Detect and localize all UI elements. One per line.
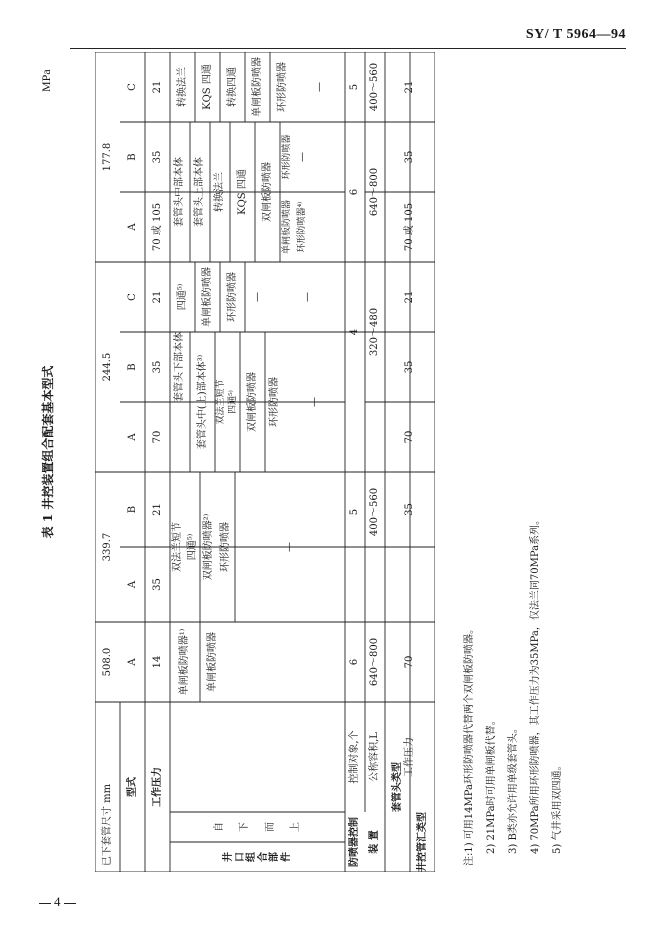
casing-size-unit: mm [101,783,113,803]
component-cell: 环形防喷器 [269,377,281,427]
page-number [36,894,79,910]
manifold-pressure-cell: 21 [404,290,416,304]
component-cell: 单闸板防喷器 [206,632,218,692]
casing-size-label: 已下套管尺寸 [101,806,113,866]
ctrl-volume-cell: 320～480 [369,307,381,357]
component-cell: 单闸板防喷器¹⁾ [179,628,191,696]
size-508: 508.0 [101,647,113,677]
manifold-pressure-cell: 35 [404,360,416,374]
component-cell: 四通⁵⁾ [176,283,188,311]
size-244: 244.5 [101,352,113,382]
component-cell: 环形防喷器 [226,272,238,322]
order-char: 而 [264,822,276,832]
manifold-pressure-cell: 70 或 105 [404,202,416,252]
component-cell: KQS 四通 [201,64,213,110]
manifold-pressure-label: 工作压力 [404,737,416,777]
pressure-cell: 21 [151,503,163,516]
pressure-cell: 14 [151,655,163,669]
side-char: 合 [257,852,269,862]
ctrl-volume-cell: 400～560 [369,62,381,112]
ctrl-volume-cell: 400～560 [369,487,381,537]
ctrl-objects-cell: 5 [349,508,361,516]
header-casing-size [95,702,120,872]
standard-number: SY/ T 5964—94 [525,27,626,42]
component-cell: 转换四通 [226,67,238,107]
pressure-cell: 70 [151,430,163,444]
footnote: 5) 气井采用双四通。 [552,760,563,854]
ctrl-volume-cell: 640～800 [369,167,381,217]
side-char: 部 [269,852,280,862]
order-char: 下 [239,822,250,832]
side-char: 件 [280,852,292,862]
component-cell: 环形防喷器 [282,134,293,180]
ctrl-volume-label: 公称容积,L [369,732,381,782]
footnote: 4) 70MPa所用环形防喷器，其工作压力为35MPa，仅法兰同70MPa系列。 [530,514,541,854]
component-cell: — [314,82,326,92]
component-cell: 双法兰短节 [215,379,226,425]
ctrl-label: 防喷器控制 [349,817,361,867]
ctrl-volume-cell: 640～800 [369,637,381,687]
pressure-cell: 21 [151,290,163,304]
side-char: 组 [246,852,257,862]
side-char: 口 [234,852,246,862]
side-char: 井 [223,852,234,862]
component-cell: — [296,152,308,162]
component-cell: 转换法兰 [176,67,188,107]
ctrl-objects-cell: 6 [349,658,361,666]
component-cell: 单闸板防喷器 [201,267,213,327]
ctrl-label: 装 置 [369,830,381,854]
type-cell: C [126,293,138,301]
header-rule [70,48,626,49]
table-unit: MPa [39,69,53,92]
pressure-cell: 70 或 105 [151,202,163,252]
component-cell: 套管头中(上)部本体³⁾ [196,354,208,450]
type-cell: A [126,223,138,231]
type-cell: A [126,580,138,589]
type-cell: B [126,505,138,514]
pressure-cell: 21 [151,80,163,94]
type-cell: B [126,153,138,161]
head-type-label: 套管头类型 [391,762,403,812]
footnote: 2) 21MPa时可用单闸板代替。 [486,715,497,854]
pressure-cell: 35 [151,360,163,374]
table-caption: 表 1 井控装置组合配套基本型式 [41,365,55,539]
component-cell: 单闸板防喷器 [251,57,263,117]
footnote: 注:1) 可用14MPa环形防喷器代替两个双闸板防喷器。 [464,623,475,866]
header-pressure: 工作压力 [151,767,163,807]
component-cell: 双闸板防喷器 [246,372,258,432]
page-number-value: 4 [54,894,61,909]
order-char: 自 [213,822,225,832]
component-cell: 套管头中部本体 [174,157,186,227]
size-339: 339.7 [101,532,113,562]
component-cell: 四通⁵⁾ [228,390,239,414]
component-cell: 环形防喷器 [276,62,288,112]
pressure-cell: 35 [151,578,163,591]
manifold-pressure-cell: 21 [404,80,416,94]
component-cell: 双闸板防喷器²⁾ [202,513,214,581]
component-cell: — [309,397,321,407]
component-cell: 套管头下部本体 [174,332,186,402]
pressure-cell: 35 [151,150,163,164]
type-cell: B [126,363,138,371]
type-cell: C [126,83,138,91]
component-cell: KQS 四通 [236,169,248,215]
table-1 [39,52,435,872]
footnotes [452,372,572,872]
side-order-label [170,812,345,842]
side-group-label [170,842,345,872]
type-cell: A [126,433,138,441]
component-cell: — [284,542,296,552]
size-177: 177.8 [101,142,113,172]
manifold-pressure-cell: 35 [404,503,416,516]
component-cell: 单闸板防喷器 [282,200,293,255]
component-cell: 环形防喷器 [220,522,232,572]
header-type: 型式 [126,777,138,797]
component-cell: — [301,292,313,302]
manifold-pressure-cell: 70 [404,655,416,669]
ctrl-objects-cell: 5 [349,83,361,91]
component-cell: 套管头上部本体 [194,157,206,227]
manifold-pressure-cell: 35 [404,150,416,164]
component-cell: 转换法兰 [214,172,226,212]
type-cell: A [126,658,138,666]
component-cell: 双法兰短节 [171,522,183,572]
ctrl-objects-label: 控制对象,个 [349,730,361,784]
footnote: 3) B类亦允许用单级套管头。 [508,723,519,854]
ctrl-objects-cell: 4 [349,328,361,336]
ctrl-objects-cell: 6 [349,188,361,196]
component-cell: 双闸板防喷器 [261,162,273,222]
component-cell: — [251,292,263,302]
component-cell: 四通⁵⁾ [186,533,198,561]
manifold-label: 井控管汇类型 [416,812,428,872]
manifold-pressure-cell: 70 [404,430,416,444]
order-char: 上 [290,822,301,832]
component-cell: 环形防喷器⁴⁾ [297,201,308,253]
